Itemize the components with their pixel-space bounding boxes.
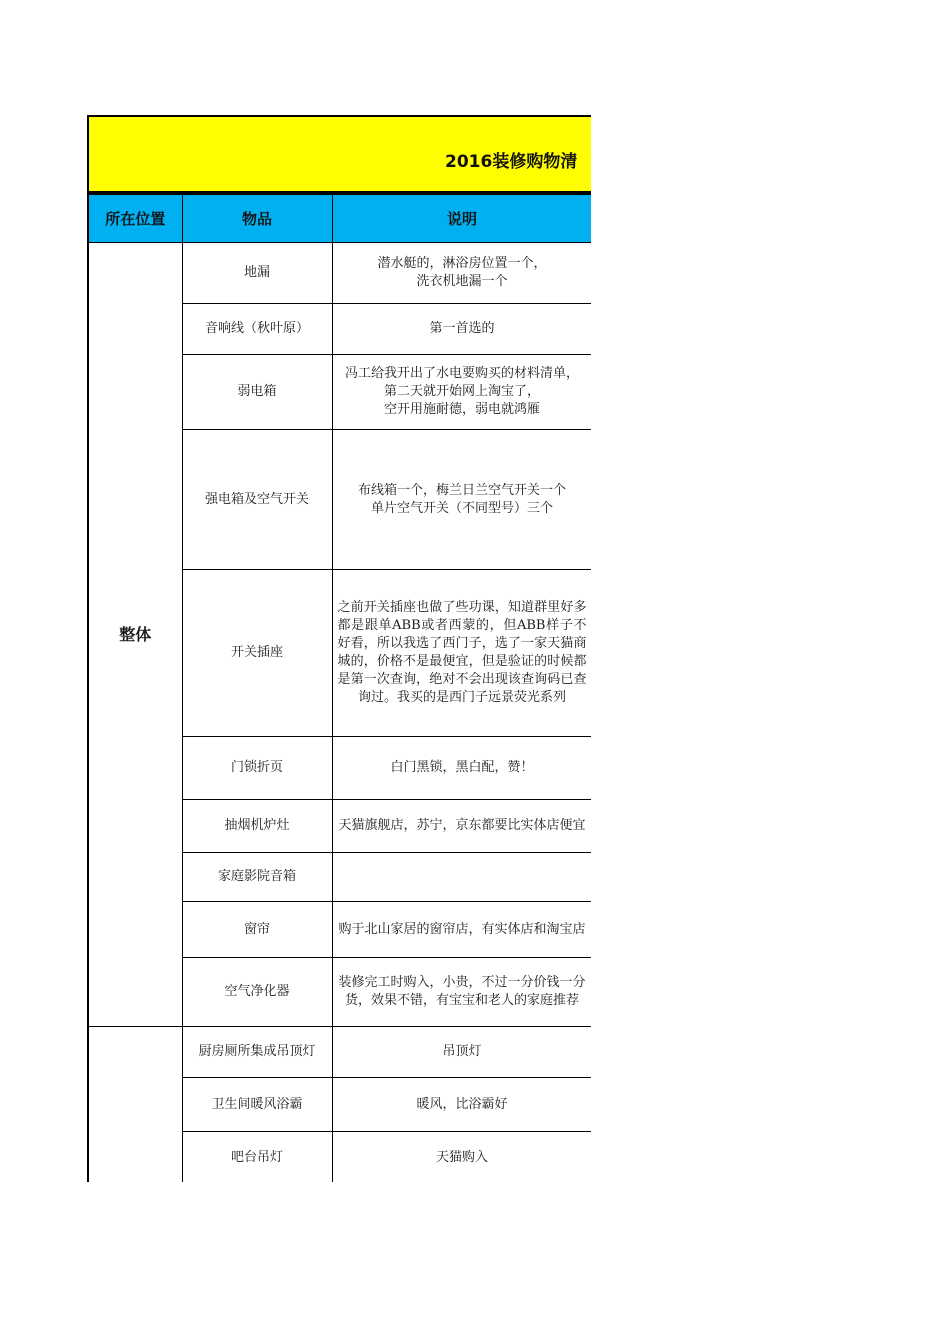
- item-cell: 家庭影院音箱: [182, 853, 332, 902]
- description-cell: [332, 853, 591, 902]
- header-item: 物品: [182, 194, 332, 243]
- item-cell: 地漏: [182, 243, 332, 304]
- item-cell: 抽烟机炉灶: [182, 800, 332, 853]
- description-cell: 吊顶灯: [332, 1027, 591, 1078]
- item-cell: 开关插座: [182, 570, 332, 737]
- item-cell: 门锁折页: [182, 737, 332, 800]
- title-bar: [87, 115, 591, 193]
- header-description: 说明: [332, 194, 591, 243]
- description-cell: 潜水艇的，淋浴房位置一个， 洗衣机地漏一个: [332, 243, 591, 304]
- description-cell: 暖风，比浴霸好: [332, 1078, 591, 1132]
- shopping-list-table: [87, 193, 591, 1182]
- description-cell: 装修完工时购入，小贵，不过一分价钱一分货，效果不错，有宝宝和老人的家庭推荐: [332, 958, 591, 1027]
- description-cell: 布线箱一个，梅兰日兰空气开关一个 单片空气开关（不同型号）三个: [332, 430, 591, 570]
- table-row: [88, 1027, 591, 1078]
- description-cell: 天猫购入: [332, 1132, 591, 1183]
- spreadsheet: [87, 115, 591, 1182]
- item-cell: 吧台吊灯: [182, 1132, 332, 1183]
- item-cell: 弱电箱: [182, 355, 332, 430]
- item-cell: 音响线（秋叶原）: [182, 304, 332, 355]
- item-cell: 强电箱及空气开关: [182, 430, 332, 570]
- sheet-title: 2016装修购物清: [445, 152, 578, 172]
- item-cell: 卫生间暖风浴霸: [182, 1078, 332, 1132]
- item-cell: 厨房厕所集成吊顶灯: [182, 1027, 332, 1078]
- item-cell: 空气净化器: [182, 958, 332, 1027]
- location-cell: 整体: [88, 243, 182, 1027]
- header-row: [88, 194, 591, 243]
- description-cell: 冯工给我开出了水电要购买的材料清单， 第二天就开始网上淘宝了， 空开用施耐德，弱电就鸿雁: [332, 355, 591, 430]
- description-cell: 购于北山家居的窗帘店，有实体店和淘宝店: [332, 902, 591, 958]
- description-cell: 天猫旗舰店，苏宁，京东都要比实体店便宜: [332, 800, 591, 853]
- description-cell: 白门黑锁，黑白配，赞！: [332, 737, 591, 800]
- description-cell: 之前开关插座也做了些功课，知道群里好多都是跟单ABB或者西蒙的，但ABB样子不好看，所以我选了西门子，选了一家天猫商城的，价格不是最便宜，但是验证的时候都是第一次查询，绝对不会出现该查询码已查询过。我买的是西门子远景荧光系列: [332, 570, 591, 737]
- header-location: 所在位置: [88, 194, 182, 243]
- location-cell: [88, 1027, 182, 1183]
- item-cell: 窗帘: [182, 902, 332, 958]
- description-cell: 第一首选的: [332, 304, 591, 355]
- table-row: [88, 243, 591, 304]
